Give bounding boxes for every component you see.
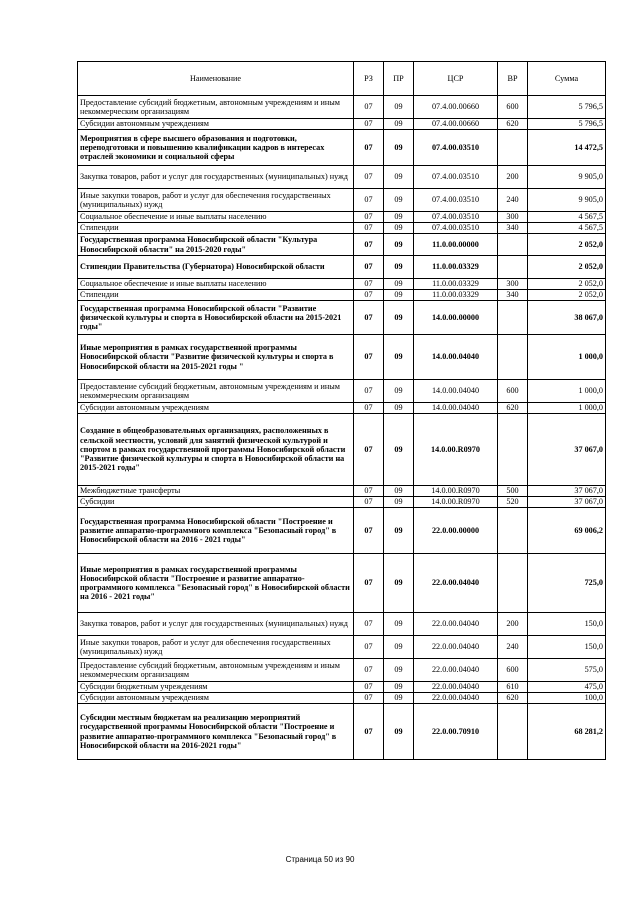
cell-csr: 11.0.00.03329 <box>414 279 498 290</box>
cell-sum: 5 796,5 <box>528 96 606 119</box>
cell-name: Межбюджетные трансферты <box>78 486 354 497</box>
cell-sum: 37 067,0 <box>528 414 606 486</box>
table-row <box>78 554 606 613</box>
cell-pr: 09 <box>384 256 414 279</box>
table-row <box>78 212 606 223</box>
cell-name: Государственная программа Новосибирской области "Построение и развитие аппаратно-программного комплекса "Безопасный город" в Новосибирской области на 2016 - 2021 годы" <box>78 508 354 554</box>
table-row <box>78 119 606 130</box>
cell-name: Создание в общеобразовательных организациях, расположенных в сельской местности, условий для занятий физической культурой и спортом в рамках государственной программы Новосибирской области "Развитие физической культуры и спорта в Новосибирской области на 2015-2021 годы" <box>78 414 354 486</box>
cell-csr: 07.4.00.00660 <box>414 119 498 130</box>
table-row <box>78 613 606 636</box>
cell-name: Стипендии <box>78 223 354 234</box>
cell-vr: 300 <box>498 279 528 290</box>
cell-name: Государственная программа Новосибирской области "Развитие физической культуры и спорта в Новосибирской области на 2015-2021 годы" <box>78 301 354 335</box>
cell-csr: 22.0.00.04040 <box>414 682 498 693</box>
cell-vr <box>498 234 528 256</box>
cell-sum: 725,0 <box>528 554 606 613</box>
cell-pr: 09 <box>384 414 414 486</box>
cell-csr: 07.4.00.03510 <box>414 212 498 223</box>
cell-vr: 240 <box>498 636 528 659</box>
cell-sum: 2 052,0 <box>528 234 606 256</box>
cell-pr: 09 <box>384 554 414 613</box>
cell-csr: 07.4.00.00660 <box>414 96 498 119</box>
cell-pr: 09 <box>384 119 414 130</box>
cell-pr: 09 <box>384 301 414 335</box>
cell-name: Иные закупки товаров, работ и услуг для обеспечения государственных (муниципальных) нужд <box>78 189 354 212</box>
cell-name: Иные закупки товаров, работ и услуг для обеспечения государственных (муниципальных) нужд <box>78 636 354 659</box>
table-row <box>78 301 606 335</box>
table-row <box>78 290 606 301</box>
cell-csr: 14.0.00.R0970 <box>414 414 498 486</box>
cell-name: Стипендии <box>78 290 354 301</box>
cell-rz: 07 <box>354 659 384 682</box>
cell-name: Мероприятия в сфере высшего образования и подготовки, переподготовки и повышению квалификации кадров в интересах отраслей экономики и социальной сферы <box>78 130 354 166</box>
cell-csr: 07.4.00.03510 <box>414 223 498 234</box>
cell-sum: 14 472,5 <box>528 130 606 166</box>
cell-vr: 200 <box>498 166 528 189</box>
cell-pr: 09 <box>384 290 414 301</box>
table-row <box>78 234 606 256</box>
cell-pr: 09 <box>384 636 414 659</box>
cell-rz: 07 <box>354 554 384 613</box>
cell-csr: 07.4.00.03510 <box>414 130 498 166</box>
header-sum: Сумма <box>528 62 606 96</box>
cell-rz: 07 <box>354 130 384 166</box>
cell-csr: 22.0.00.04040 <box>414 659 498 682</box>
cell-csr: 22.0.00.04040 <box>414 554 498 613</box>
cell-pr: 09 <box>384 704 414 760</box>
cell-name: Социальное обеспечение и иные выплаты населению <box>78 212 354 223</box>
cell-name: Иные мероприятия в рамках государственной программы Новосибирской области "Развитие физической культуры и спорта в Новосибирской области на 2015-2021 годы " <box>78 335 354 380</box>
cell-name: Закупка товаров, работ и услуг для государственных (муниципальных) нужд <box>78 613 354 636</box>
cell-rz: 07 <box>354 508 384 554</box>
table-row <box>78 659 606 682</box>
cell-pr: 09 <box>384 682 414 693</box>
cell-sum: 69 006,2 <box>528 508 606 554</box>
budget-table <box>77 61 606 760</box>
cell-pr: 09 <box>384 335 414 380</box>
cell-vr: 600 <box>498 659 528 682</box>
cell-csr: 22.0.00.00000 <box>414 508 498 554</box>
cell-sum: 5 796,5 <box>528 119 606 130</box>
table-row <box>78 486 606 497</box>
cell-name: Субсидии местным бюджетам на реализацию мероприятий государственной программы Новосибирской области "Построение и развитие аппаратно-программного комплекса "Безопасный город" в Новосибирской области на 2016-2021 годы" <box>78 704 354 760</box>
cell-csr: 07.4.00.03510 <box>414 166 498 189</box>
cell-vr: 500 <box>498 486 528 497</box>
cell-rz: 07 <box>354 486 384 497</box>
cell-vr: 600 <box>498 380 528 403</box>
cell-vr <box>498 554 528 613</box>
table-row <box>78 636 606 659</box>
cell-pr: 09 <box>384 212 414 223</box>
cell-rz: 07 <box>354 414 384 486</box>
cell-pr: 09 <box>384 279 414 290</box>
cell-sum: 38 067,0 <box>528 301 606 335</box>
header-vr: ВР <box>498 62 528 96</box>
cell-rz: 07 <box>354 636 384 659</box>
header-rz: РЗ <box>354 62 384 96</box>
cell-vr: 620 <box>498 693 528 704</box>
table-row <box>78 256 606 279</box>
header-pr: ПР <box>384 62 414 96</box>
cell-pr: 09 <box>384 659 414 682</box>
cell-vr: 340 <box>498 290 528 301</box>
table-row <box>78 279 606 290</box>
cell-sum: 475,0 <box>528 682 606 693</box>
cell-name: Предоставление субсидий бюджетным, автономным учреждениям и иным некоммерческим организациям <box>78 380 354 403</box>
cell-sum: 2 052,0 <box>528 256 606 279</box>
cell-csr: 22.0.00.70910 <box>414 704 498 760</box>
cell-rz: 07 <box>354 290 384 301</box>
cell-pr: 09 <box>384 693 414 704</box>
cell-csr: 14.0.00.04040 <box>414 335 498 380</box>
cell-name: Закупка товаров, работ и услуг для государственных (муниципальных) нужд <box>78 166 354 189</box>
table-row <box>78 414 606 486</box>
cell-name: Субсидии <box>78 497 354 508</box>
cell-csr: 14.0.00.04040 <box>414 380 498 403</box>
cell-name: Субсидии автономным учреждениям <box>78 403 354 414</box>
cell-sum: 37 067,0 <box>528 486 606 497</box>
table-row <box>78 96 606 119</box>
cell-sum: 2 052,0 <box>528 290 606 301</box>
cell-vr: 610 <box>498 682 528 693</box>
cell-rz: 07 <box>354 301 384 335</box>
cell-pr: 09 <box>384 403 414 414</box>
cell-csr: 14.0.00.04040 <box>414 403 498 414</box>
table-row <box>78 130 606 166</box>
cell-sum: 2 052,0 <box>528 279 606 290</box>
table-row <box>78 403 606 414</box>
cell-csr: 11.0.00.03329 <box>414 256 498 279</box>
cell-vr: 620 <box>498 119 528 130</box>
cell-sum: 150,0 <box>528 636 606 659</box>
cell-vr <box>498 508 528 554</box>
cell-pr: 09 <box>384 96 414 119</box>
cell-pr: 09 <box>384 223 414 234</box>
cell-sum: 9 905,0 <box>528 189 606 212</box>
cell-vr <box>498 301 528 335</box>
cell-csr: 22.0.00.04040 <box>414 693 498 704</box>
cell-name: Государственная программа Новосибирской области "Культура Новосибирской области" на 2015-2020 годы" <box>78 234 354 256</box>
cell-name: Субсидии автономным учреждениям <box>78 119 354 130</box>
table-row <box>78 189 606 212</box>
cell-csr: 07.4.00.03510 <box>414 189 498 212</box>
cell-rz: 07 <box>354 693 384 704</box>
cell-vr: 340 <box>498 223 528 234</box>
cell-rz: 07 <box>354 704 384 760</box>
cell-name: Стипендии Правительства (Губернатора) Новосибирской области <box>78 256 354 279</box>
cell-sum: 37 067,0 <box>528 497 606 508</box>
cell-rz: 07 <box>354 335 384 380</box>
cell-sum: 9 905,0 <box>528 166 606 189</box>
cell-sum: 1 000,0 <box>528 403 606 414</box>
cell-rz: 07 <box>354 166 384 189</box>
cell-rz: 07 <box>354 380 384 403</box>
cell-sum: 1 000,0 <box>528 380 606 403</box>
table-row <box>78 380 606 403</box>
cell-pr: 09 <box>384 486 414 497</box>
header-csr: ЦСР <box>414 62 498 96</box>
cell-pr: 09 <box>384 613 414 636</box>
cell-pr: 09 <box>384 380 414 403</box>
cell-vr: 240 <box>498 189 528 212</box>
cell-vr: 200 <box>498 613 528 636</box>
table-row <box>78 335 606 380</box>
cell-rz: 07 <box>354 223 384 234</box>
cell-pr: 09 <box>384 166 414 189</box>
page-number: Страница 50 из 90 <box>285 855 355 864</box>
table-row <box>78 704 606 760</box>
cell-rz: 07 <box>354 497 384 508</box>
cell-csr: 14.0.00.R0970 <box>414 497 498 508</box>
table-row <box>78 682 606 693</box>
cell-sum: 100,0 <box>528 693 606 704</box>
cell-rz: 07 <box>354 403 384 414</box>
cell-sum: 4 567,5 <box>528 223 606 234</box>
cell-csr: 14.0.00.R0970 <box>414 486 498 497</box>
cell-name: Иные мероприятия в рамках государственной программы Новосибирской области "Построение и развитие аппаратно-программного комплекса "Безопасный город" в Новосибирской области на 2016 - 2021 годы" <box>78 554 354 613</box>
table-row <box>78 166 606 189</box>
cell-rz: 07 <box>354 119 384 130</box>
cell-name: Субсидии автономным учреждениям <box>78 693 354 704</box>
table-row <box>78 497 606 508</box>
cell-rz: 07 <box>354 189 384 212</box>
cell-pr: 09 <box>384 234 414 256</box>
cell-vr: 300 <box>498 212 528 223</box>
cell-csr: 14.0.00.00000 <box>414 301 498 335</box>
cell-rz: 07 <box>354 212 384 223</box>
cell-vr <box>498 130 528 166</box>
cell-vr <box>498 335 528 380</box>
cell-vr: 600 <box>498 96 528 119</box>
cell-pr: 09 <box>384 130 414 166</box>
cell-pr: 09 <box>384 189 414 212</box>
cell-rz: 07 <box>354 96 384 119</box>
table-row <box>78 693 606 704</box>
cell-rz: 07 <box>354 613 384 636</box>
cell-sum: 1 000,0 <box>528 335 606 380</box>
header-name: Наименование <box>78 62 354 96</box>
table-row <box>78 508 606 554</box>
cell-rz: 07 <box>354 256 384 279</box>
cell-vr <box>498 414 528 486</box>
cell-rz: 07 <box>354 279 384 290</box>
cell-csr: 22.0.00.04040 <box>414 636 498 659</box>
cell-rz: 07 <box>354 234 384 256</box>
cell-csr: 22.0.00.04040 <box>414 613 498 636</box>
cell-name: Предоставление субсидий бюджетным, автономным учреждениям и иным некоммерческим организациям <box>78 96 354 119</box>
cell-sum: 150,0 <box>528 613 606 636</box>
cell-name: Субсидии бюджетным учреждениям <box>78 682 354 693</box>
cell-csr: 11.0.00.00000 <box>414 234 498 256</box>
table-body <box>78 96 606 760</box>
cell-pr: 09 <box>384 497 414 508</box>
cell-name: Предоставление субсидий бюджетным, автономным учреждениям и иным некоммерческим организациям <box>78 659 354 682</box>
cell-sum: 4 567,5 <box>528 212 606 223</box>
cell-vr: 620 <box>498 403 528 414</box>
cell-pr: 09 <box>384 508 414 554</box>
cell-vr <box>498 256 528 279</box>
cell-csr: 11.0.00.03329 <box>414 290 498 301</box>
table-row <box>78 223 606 234</box>
cell-sum: 68 281,2 <box>528 704 606 760</box>
cell-vr <box>498 704 528 760</box>
cell-sum: 575,0 <box>528 659 606 682</box>
cell-name: Социальное обеспечение и иные выплаты населению <box>78 279 354 290</box>
table-header-row <box>78 62 606 96</box>
cell-vr: 520 <box>498 497 528 508</box>
cell-rz: 07 <box>354 682 384 693</box>
